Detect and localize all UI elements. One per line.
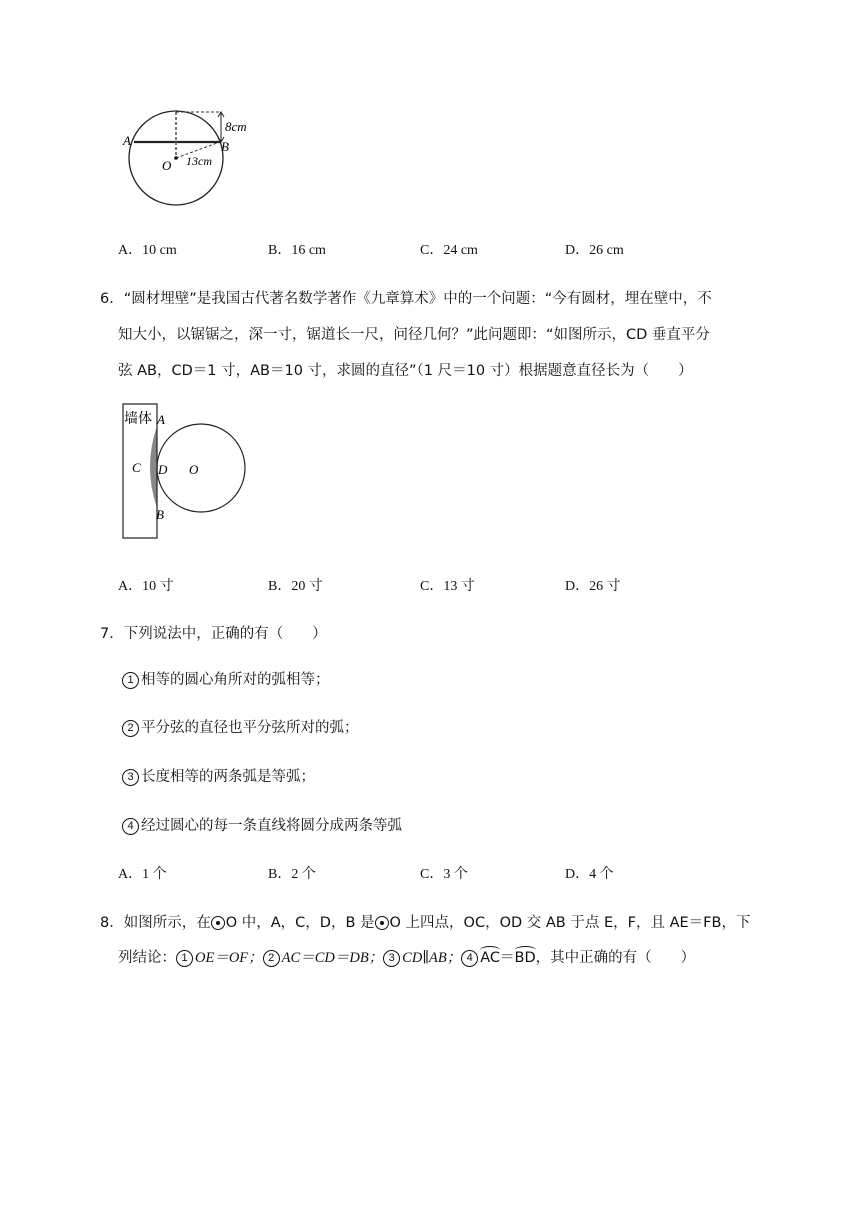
question-number: 7． bbox=[100, 626, 124, 642]
q6-option-d: D．26 寸 bbox=[565, 579, 621, 594]
q6-line-2: 知大小，以锯锯之，深一寸，锯道长一尺，问径几何？”此问题即：“如图所示，CD 垂直平分 bbox=[118, 327, 710, 343]
q6-line-3: 弦 AB，CD＝1 寸，AB＝10 寸，求圆的直径”（1 尺＝10 寸）根据题意直径长为（ ） bbox=[118, 363, 693, 379]
circled-number: 4 bbox=[461, 950, 478, 967]
q7-item-2: 2 平分弦的直径也平分弦所对的弧； bbox=[122, 716, 359, 737]
q5-option-d: D．26 cm bbox=[565, 243, 624, 258]
circled-number: 4 bbox=[122, 818, 139, 835]
q6-line-1: 6．“圆材埋壁”是我国古代著名数学著作《九章算术》中的一个问题：“今有圆材，埋在壁中，不 bbox=[100, 291, 712, 307]
label-d: D bbox=[158, 462, 168, 477]
q7-item-1: 1 相等的圆心角所对的弧相等； bbox=[122, 668, 330, 689]
shaded-segment bbox=[150, 426, 157, 508]
label-a: A bbox=[157, 412, 165, 427]
circled-number: 2 bbox=[122, 720, 139, 737]
label-o: O bbox=[189, 462, 199, 477]
circled-number: 1 bbox=[122, 672, 139, 689]
circled-number: 2 bbox=[263, 950, 280, 967]
label-b: B bbox=[221, 139, 229, 154]
q8-line-1: 8．如图所示，在 O 中，A，C，D，B 是 O 上四点，OC，OD 交 AB 于点 E，F，且 AE＝FB，下 bbox=[100, 915, 751, 931]
wall-label: 墙体 bbox=[124, 412, 152, 427]
q6-option-b: B．20 寸 bbox=[268, 579, 323, 594]
label-b: B bbox=[156, 507, 164, 522]
q6-option-a: A．10 寸 bbox=[118, 579, 174, 594]
circle-chord-figure bbox=[115, 100, 265, 220]
question-number: 6． bbox=[100, 291, 124, 307]
q7-item-3: 3 长度相等的两条弧是等弧； bbox=[122, 765, 315, 786]
label-13cm: 13cm bbox=[186, 154, 212, 168]
circle-dot-icon bbox=[375, 916, 389, 930]
label-a: A bbox=[123, 133, 131, 148]
question-number: 8． bbox=[100, 915, 124, 931]
center-point bbox=[174, 156, 178, 160]
arc-ac: AC bbox=[480, 950, 501, 966]
q5-option-c: C．24 cm bbox=[420, 243, 478, 258]
circle-dot-icon bbox=[211, 916, 225, 930]
circled-number: 3 bbox=[122, 769, 139, 786]
circle-outline bbox=[157, 424, 245, 512]
q5-option-a: A．10 cm bbox=[118, 243, 177, 258]
label-8cm: 8cm bbox=[225, 119, 247, 134]
q7-stem: 7．下列说法中，正确的有（ ） bbox=[100, 626, 327, 642]
q7-option-d: D．4 个 bbox=[565, 867, 614, 882]
q6-option-c: C．13 寸 bbox=[420, 579, 475, 594]
q7-option-c: C．3 个 bbox=[420, 867, 468, 882]
label-o: O bbox=[162, 158, 172, 173]
q7-option-a: A．1 个 bbox=[118, 867, 167, 882]
wall-circle-figure bbox=[115, 400, 255, 542]
circled-number: 3 bbox=[383, 950, 400, 967]
q8-line-2: 列结论： 1 OE＝OF； 2 AC＝CD＝DB； 3 CD∥AB； 4 AC＝BD，其中正确的有（ ） bbox=[118, 950, 696, 966]
arc-bd: BD bbox=[514, 950, 536, 966]
q7-option-b: B．2 个 bbox=[268, 867, 316, 882]
label-c: C bbox=[132, 460, 141, 475]
circled-number: 1 bbox=[176, 950, 193, 967]
q5-option-b: B．16 cm bbox=[268, 243, 326, 258]
q7-item-4: 4 经过圆心的每一条直线将圆分成两条等弧 bbox=[122, 814, 402, 835]
